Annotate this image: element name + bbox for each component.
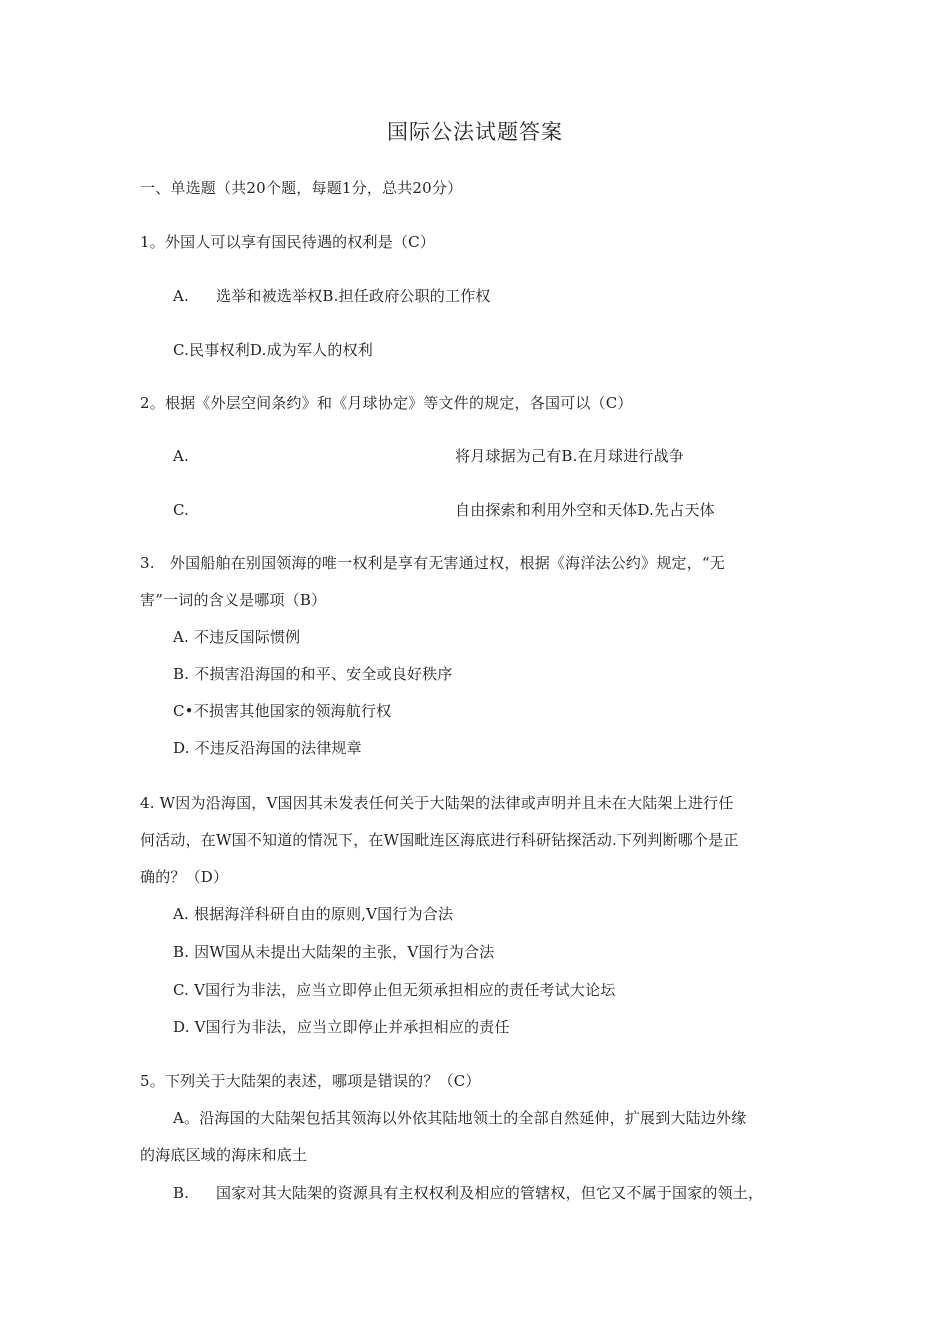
question-5-option-b-letter: B. — [173, 1184, 190, 1202]
question-2-stem: 2。根据《外层空间条约》和《月球协定》等文件的规定，各国可以（C） — [140, 394, 633, 412]
question-3-stem-line-2: 害”一词的含义是哪项（B） — [140, 591, 327, 609]
question-4-stem-line-3: 确的？（D） — [140, 868, 229, 886]
question-3-stem-line-1: 3. 外国船舶在别国领海的唯一权利是享有无害通过权，根据《海洋法公约》规定，“无 — [140, 554, 725, 572]
question-3-option-d: D. 不违反沿海国的法律规章 — [173, 739, 362, 757]
question-2-option-a-text: 将月球据为己有B.在月球进行战争 — [455, 447, 684, 465]
question-5-option-a-line-1: A。沿海国的大陆架包括其领海以外依其陆地领土的全部自然延伸，扩展到大陆边外缘 — [173, 1109, 747, 1127]
question-5-stem: 5。下列关于大陆架的表述，哪项是错误的？（C） — [140, 1072, 481, 1090]
question-4-option-b: B. 因W国从未提出大陆架的主张，V国行为合法 — [173, 943, 495, 961]
question-4-option-c: C. V国行为非法，应当立即停止但无须承担相应的责任考试大论坛 — [173, 981, 616, 999]
question-3-option-b: B. 不损害沿海国的和平、安全或良好秩序 — [173, 665, 453, 683]
question-5-option-a-line-2: 的海底区域的海床和底土 — [140, 1146, 308, 1164]
question-2-option-a-letter: A. — [173, 447, 190, 465]
question-3-option-c: C•不损害其他国家的领海航行权 — [173, 702, 392, 720]
question-1-options-cd: C.民事权利D.成为军人的权利 — [173, 341, 373, 359]
section-heading: 一、单选题（共20个题，每题1分，总共20分） — [140, 179, 463, 197]
question-1-option-a-letter: A. — [173, 287, 190, 305]
question-1-stem: 1。外国人可以享有国民待遇的权利是（C） — [140, 233, 436, 251]
question-1-option-a-text: 选举和被选举权B.担任政府公职的工作权 — [216, 287, 491, 305]
question-4-stem-line-1: 4. W因为沿海国，V国因其未发表任何关于大陆架的法律或声明并且未在大陆架上进行任 — [140, 794, 734, 812]
document-title: 国际公法试题答案 — [387, 120, 563, 144]
question-4-stem-line-2: 何活动，在W国不知道的情况下，在W国毗连区海底进行科研钻探活动.下列判断哪个是正 — [140, 831, 739, 849]
question-4-option-d: D. V国行为非法，应当立即停止并承担相应的责任 — [173, 1018, 510, 1036]
question-2-option-c-text: 自由探索和利用外空和天体D.先占天体 — [455, 501, 715, 519]
question-4-option-a: A. 根据海洋科研自由的原则,V国行为合法 — [173, 905, 454, 923]
question-5-option-b-text: 国家对其大陆架的资源具有主权权利及相应的管辖权，但它又不属于国家的领土， — [216, 1184, 764, 1202]
question-2-option-c-letter: C. — [173, 501, 190, 519]
question-3-option-a: A. 不违反国际惯例 — [173, 628, 301, 646]
